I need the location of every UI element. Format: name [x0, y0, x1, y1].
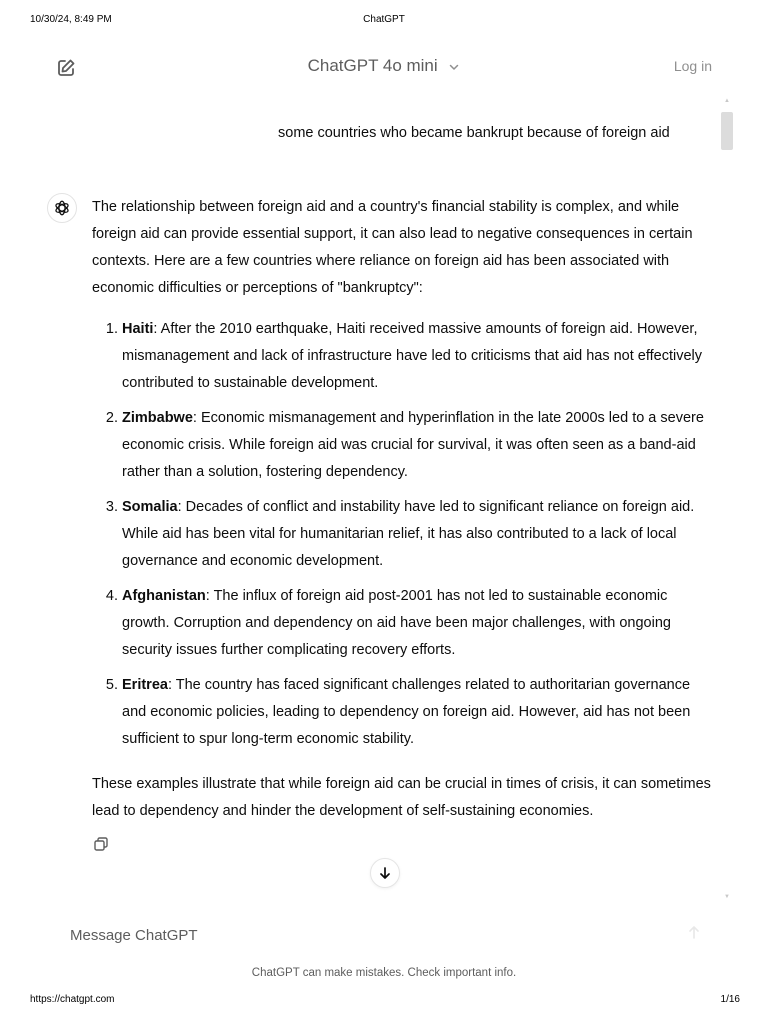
country-description: : The country has faced significant challenges related to authoritarian governance and economic policies, leading to dependency on foreign aid. However, aid has not been sufficient to spur long-term economic stability.: [122, 677, 691, 747]
list-item: [122, 494, 712, 575]
model-selector[interactable]: [0, 56, 768, 76]
assistant-message: [92, 194, 712, 825]
print-header: [0, 14, 768, 28]
country-name: Zimbabwe: [122, 410, 193, 426]
country-name: Haiti: [122, 321, 154, 337]
user-message: some countries who became bankrupt because of foreign aid: [278, 125, 670, 141]
scroll-up-arrow-icon[interactable]: ▲: [724, 98, 730, 104]
assistant-intro: The relationship between foreign aid and a country's financial stability is complex, and while foreign aid can provide essential support, it can also lead to negative consequences in certain contexts. Here are a few countries where reliance on foreign aid has been associated with economic difficulties or perceptions of "bankruptcy":: [92, 199, 693, 296]
top-bar: [0, 44, 768, 88]
arrow-up-icon: [686, 924, 702, 940]
print-datetime: 10/30/24, 8:49 PM: [30, 14, 112, 25]
scrollbar-thumb[interactable]: [721, 112, 733, 150]
copy-button[interactable]: [93, 836, 111, 854]
print-url: https://chatgpt.com: [30, 994, 115, 1005]
country-description: : After the 2010 earthquake, Haiti received massive amounts of foreign aid. However, mismanagement and lack of infrastructure have led to criticisms that aid has not effectively contributed to sustainable development.: [122, 321, 703, 391]
copy-icon: [93, 836, 109, 852]
country-name: Eritrea: [122, 677, 168, 693]
print-footer: [0, 994, 768, 1008]
country-description: : Economic mismanagement and hyperinflation in the late 2000s led to a severe economic crisis. While foreign aid was crucial for survival, it was often seen as a band-aid rather than a solution, fostering dependency.: [122, 410, 704, 480]
openai-logo-icon: [53, 199, 71, 217]
assistant-conclusion: These examples illustrate that while foreign aid can be crucial in times of crisis, it can sometimes lead to dependency and hinder the development of self-sustaining economies.: [92, 776, 711, 819]
list-item: [122, 405, 712, 486]
print-page-number: 1/16: [720, 994, 740, 1005]
scroll-down-arrow-icon[interactable]: ▼: [724, 894, 730, 900]
message-input[interactable]: [68, 922, 652, 948]
list-item: [122, 316, 712, 397]
scrollbar[interactable]: [720, 100, 734, 900]
login-button[interactable]: Log in: [673, 58, 712, 74]
scroll-to-bottom-button[interactable]: [370, 858, 400, 888]
country-description: : The influx of foreign aid post-2001 has not led to sustainable economic growth. Corruption and dependency on aid have been major challenges, with ongoing security issues further complicating recovery efforts.: [122, 588, 671, 658]
disclaimer: ChatGPT can make mistakes. Check important info.: [251, 967, 517, 979]
send-button[interactable]: [686, 924, 706, 944]
arrow-down-icon: [378, 866, 392, 880]
country-list: [92, 316, 712, 753]
model-name: ChatGPT 4o mini: [307, 56, 438, 75]
list-item: [122, 672, 712, 753]
chevron-down-icon: [448, 61, 460, 73]
message-composer: [50, 914, 718, 954]
print-title: ChatGPT: [363, 14, 405, 25]
list-item: [122, 583, 712, 664]
country-name: Somalia: [122, 499, 178, 515]
country-description: : Decades of conflict and instability have led to significant reliance on foreign aid. While aid has been vital for humanitarian relief, it has also contributed to a lack of local governance and economic development.: [122, 499, 695, 569]
country-name: Afghanistan: [122, 588, 206, 604]
assistant-avatar: [47, 193, 77, 223]
